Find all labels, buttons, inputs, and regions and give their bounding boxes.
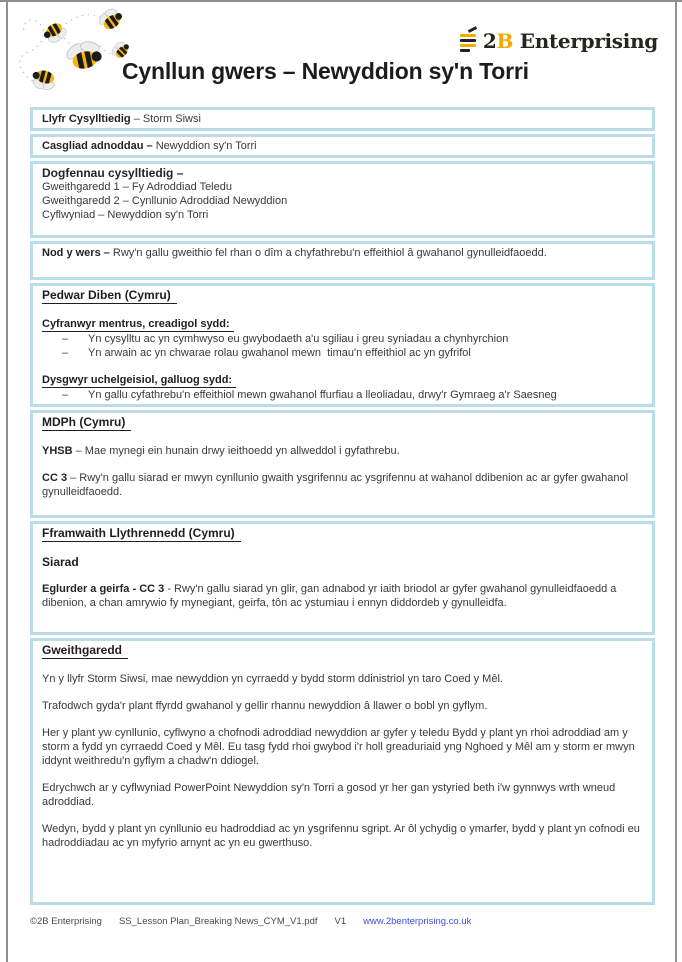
four-purposes-sub1: Cyfranwyr mentrus, creadigol sydd: (42, 317, 234, 332)
page-title: Cynllun gwers – Newyddion sy'n Torri (122, 58, 529, 84)
literacy-framework-sub: Siarad (42, 555, 79, 569)
linked-book-row (42, 112, 643, 126)
activity-paragraph: Yn y llyfr Storm Siwsi, mae newyddion yn cyrraedd y bydd storm ddinistriol yn taro Coed y Mêl. (42, 673, 503, 685)
mdph-p2: CC 3 – Rwy'n gallu siarad er mwyn cynllunio gwaith ysgrifennu ac ysgrifennu at wahanol ddibenion ac ar gyfer gwahanol gynulleidfaoedd. (42, 472, 629, 498)
box-linked-book (30, 107, 655, 131)
brand-stripes-icon (460, 28, 478, 53)
linked-documents-label: Dogfennau cysylltiedig – (42, 166, 184, 180)
linked-book-label: Llyfr Cysylltiedig (42, 113, 131, 125)
list-item: Gweithgaredd 2 – Cynllunio Adroddiad Newyddion (42, 195, 288, 207)
mdph-p1: YHSB – Mae mynegi ein hunain drwy ieithoedd yn allweddol i gyfathrebu. (42, 445, 400, 457)
document-body (30, 107, 655, 908)
footer-filename: SS_Lesson Plan_Breaking News_CYM_V1.pdf (118, 916, 318, 927)
list-item: – Yn gallu cyfathrebu'n effeithiol mewn gwahanol ffurfiau a lleoliadau, drwy'r Gymraeg a'r Saesneg (62, 389, 557, 401)
brand-2: 2 (482, 28, 497, 53)
box-lesson-aim (30, 241, 655, 280)
resource-collection-label: Casgliad adnoddau – (42, 140, 156, 152)
page-edge-right (675, 0, 677, 962)
footer-copyright: ©2B Enterprising (30, 916, 102, 927)
list-item: Cyflwyniad – Newyddion sy'n Torri (42, 209, 209, 221)
footer-website-link[interactable]: www.2benterprising.co.uk (363, 916, 472, 927)
footer (30, 916, 471, 927)
lesson-aim-value: Rwy'n gallu gweithio fel rhan o dîm a chyfathrebu'n effeithiol â gwahanol gynulleidfaoedd. (112, 247, 547, 259)
brand-b: B (496, 28, 514, 53)
activity-paragraph: Wedyn, bydd y plant yn cynllunio eu hadroddiad ac yn ysgrifennu sgript. Ar ôl ychydig o ymarfer, bydd y plant yn cofnodi eu hadroddiadau ac yn myfyrio arnynt ac yn eu gwerthuso. (42, 823, 640, 849)
activity-paragraph: Trafodwch gyda'r plant ffyrdd gwahanol y gellir rhannu newyddion â llawer o bobl yn gyflym. (42, 700, 488, 712)
box-four-purposes (30, 283, 655, 407)
four-purposes-sub2: Dysgwyr uchelgeisiol, galluog sydd: (42, 373, 236, 388)
box-resource-collection (30, 134, 655, 158)
literacy-framework-p: Eglurder a geirfa - CC 3 - Rwy'n gallu siarad yn glir, gan adnabod yr iaith briodol ar gyfer gwahanol gynulleidfaoedd a dibenion, a chan amrywio fy mynegiant, geirfa, tôn ac ystumiau i ennyn diddordeb y gynulleidfa. (42, 583, 617, 609)
mdph-p2-label: CC 3 (42, 472, 68, 484)
mdph-heading: MDPh (Cymru) (42, 415, 131, 431)
lesson-aim-label: Nod y wers – (42, 247, 113, 259)
box-mdph (30, 410, 655, 518)
activity-paragraph: Her y plant yw cynllunio, cyflwyno a chofnodi adroddiad newyddion ar gyfer y teledu Bydd y plant yn rhoi adroddiad am y storm a fydd yn cyrraedd Coed y Mêl. Eu tasg fydd rhoi gwybod i'r holl greaduriaid yng Nghoed y Mêl am y storm er mwyn iddynt weithredu'n gyflym a chadw'n ddiogel. (42, 727, 635, 767)
box-literacy-framework (30, 521, 655, 635)
brand-name (483, 29, 658, 53)
page-edge-left (6, 0, 8, 962)
four-purposes-heading: Pedwar Diben (Cymru) (42, 288, 177, 304)
mdph-p1-label: YHSB (42, 445, 73, 457)
resource-collection-value: Newyddion sy'n Torri (155, 140, 257, 152)
list-item: – Yn cysylltu ac yn cymhwyso eu gwybodaeth a'u sgiliau i greu syniadau a chynhyrchion (62, 333, 509, 345)
activity-paragraph: Edrychwch ar y cyflwyniad PowerPoint Newyddion sy'n Torri a gosod yr her gan ystyried beth i'w gynnwys wrth wneud adroddiad. (42, 782, 616, 808)
activity-heading: Gweithgaredd (42, 643, 128, 659)
literacy-framework-p-label: Eglurder a geirfa - CC 3 (42, 583, 165, 595)
brand-logo (460, 28, 658, 53)
brand-enterprising: Enterprising (513, 28, 658, 53)
literacy-framework-heading: Fframwaith Llythrennedd (Cymru) (42, 526, 241, 542)
footer-version: V1 (334, 916, 347, 927)
box-linked-documents (30, 161, 655, 238)
lesson-aim-row (42, 246, 643, 260)
resource-collection-row (42, 139, 643, 153)
list-item: – Yn arwain ac yn chwarae rolau gwahanol mewn timau'n effeithiol ac yn gyfrifol (62, 347, 471, 359)
box-activity (30, 638, 655, 905)
linked-book-value: – Storm Siwsi (130, 113, 201, 125)
list-item: Gweithgaredd 1 – Fy Adroddiad Teledu (42, 181, 232, 193)
